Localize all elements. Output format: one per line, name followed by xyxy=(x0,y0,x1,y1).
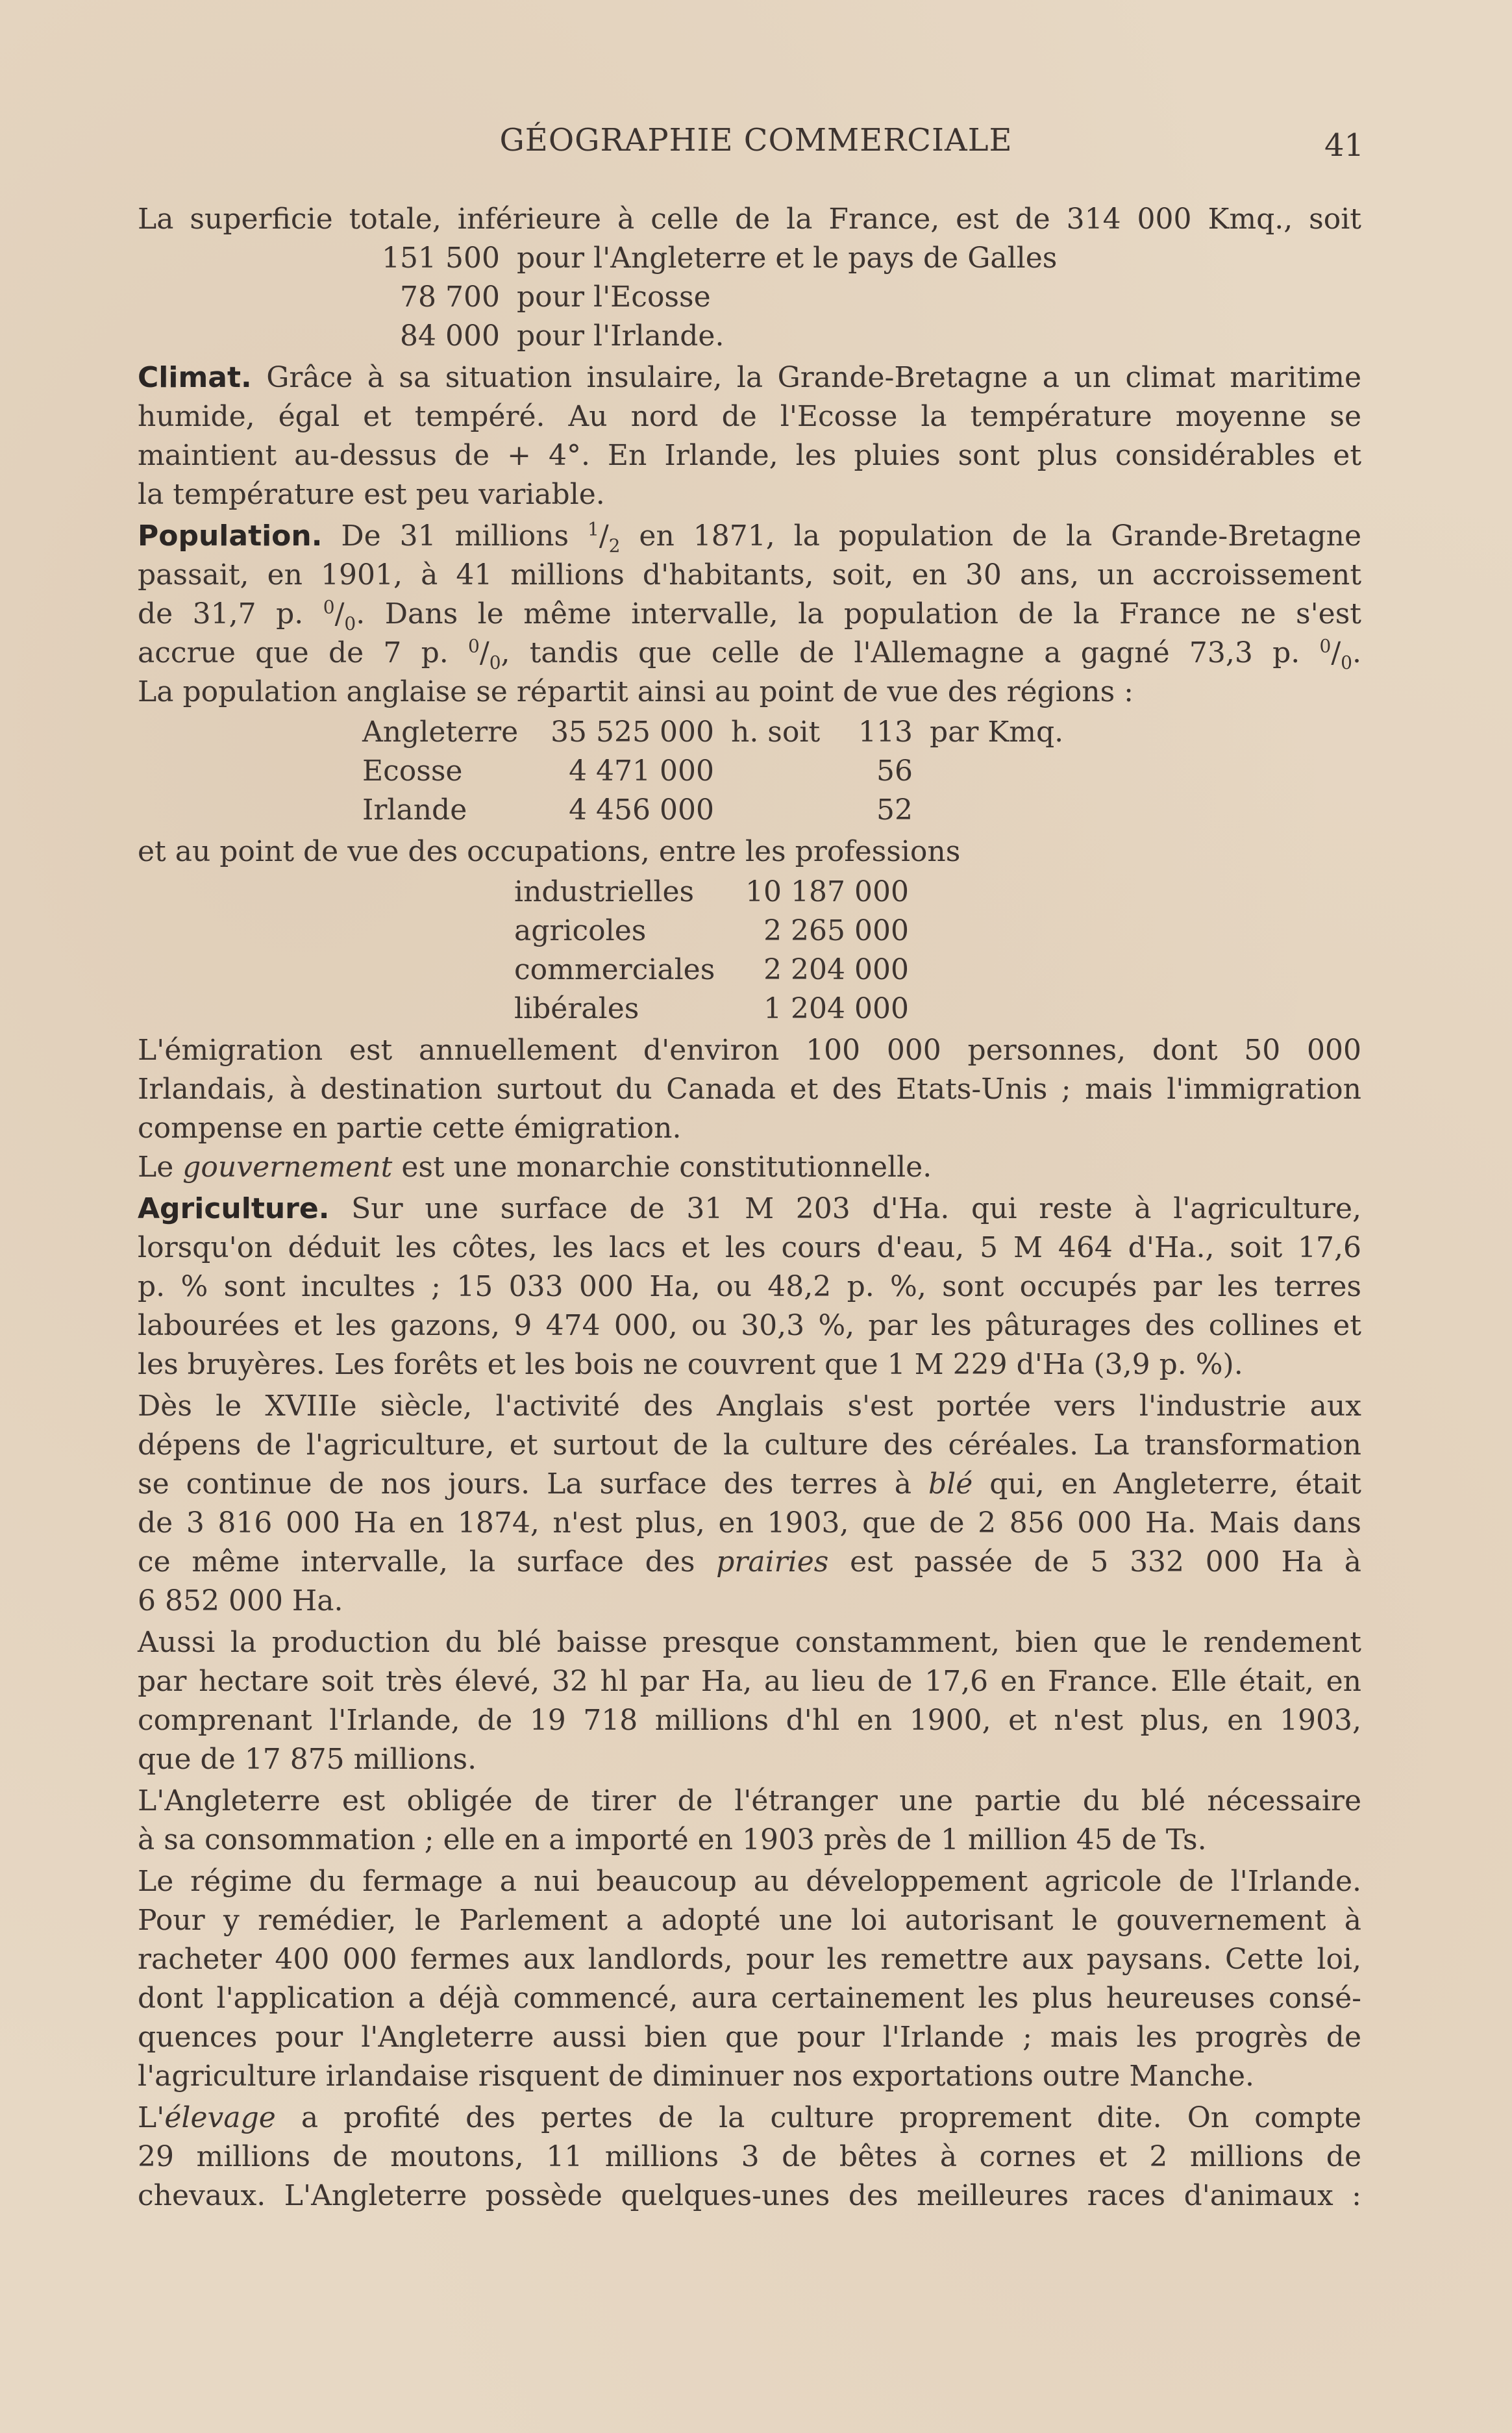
occupation-name: agricoles xyxy=(514,914,647,947)
occupation-value: 10 187 000 xyxy=(745,875,909,908)
agriculture-line: 29 millions de moutons, 11 millions 3 de bêtes à cornes et 2 millions de xyxy=(138,2140,1361,2173)
region-name: Ecosse xyxy=(362,755,463,788)
agriculture-line: les bruyères. Les forêts et les bois ne couvrent que 1 M 229 d'Ha (3,9 p. %). xyxy=(138,1348,1243,1381)
superficie-label: pour l'Irlande. xyxy=(517,319,725,353)
region-name: Angleterre xyxy=(362,716,519,749)
climat-line: la température est peu variable. xyxy=(138,478,605,511)
region-name: Irlande xyxy=(362,793,467,827)
emigration-line: Irlandais, à destination surtout du Canada et des Etats-Unis ; mais l'immigration xyxy=(138,1073,1361,1106)
running-title: GÉOGRAPHIE COMMERCIALE xyxy=(499,122,1013,158)
agriculture-line: racheter 400 000 fermes aux landlords, pour les remettre aux paysans. Cette loi, xyxy=(138,1943,1361,1976)
agriculture-line: que de 17 875 millions. xyxy=(138,1743,477,1776)
superficie-value: 151 500 xyxy=(382,242,500,275)
occupation-value: 1 204 000 xyxy=(763,992,909,1025)
occupation-name: commerciales xyxy=(514,953,715,986)
agriculture-line: Pour y remédier, le Parlement a adopté une loi autorisant le gouvernement à xyxy=(138,1904,1361,1937)
agriculture-line: lorsqu'on déduit les côtes, les lacs et les cours d'eau, 5 M 464 d'Ha., soit 17,6 xyxy=(138,1231,1361,1264)
agriculture-line: 6 852 000 Ha. xyxy=(138,1584,343,1617)
superficie-intro: La superficie totale, inférieure à celle de la France, est de 314 000 Kmq., soit xyxy=(138,203,1361,236)
occupation-value: 2 265 000 xyxy=(763,914,909,947)
agriculture-line: L'élevage a profité des pertes de la culture proprement dite. On compte xyxy=(138,2101,1361,2134)
region-density: 56 xyxy=(876,755,913,788)
agriculture-line: se continue de nos jours. La surface des terres à blé qui, en Angleterre, était xyxy=(138,1467,1361,1501)
agriculture-line: de 3 816 000 Ha en 1874, n'est plus, en 1903, que de 2 856 000 Ha. Mais dans xyxy=(138,1506,1361,1540)
climat-line: Climat. Grâce à sa situation insulaire, la Grande-Bretagne a un climat maritime xyxy=(138,361,1361,394)
superficie-label: pour l'Angleterre et le pays de Galles xyxy=(517,242,1058,275)
agriculture-line: Aussi la production du blé baisse presque constamment, bien que le rendement xyxy=(138,1626,1361,1659)
climat-line: humide, égal et tempéré. Au nord de l'Ecosse la température moyenne se xyxy=(138,400,1361,433)
region-density: 113 xyxy=(858,716,913,749)
occupations-intro: et au point de vue des occupations, entre les professions xyxy=(138,835,961,868)
agriculture-line: comprenant l'Irlande, de 19 718 millions d'hl en 1900, et n'est plus, en 1903, xyxy=(138,1704,1361,1737)
emigration-line: L'émigration est annuellement d'environ 100 000 personnes, dont 50 000 xyxy=(138,1034,1361,1067)
agriculture-line: dont l'application a déjà commencé, aura certainement les plus heureuses consé- xyxy=(138,1982,1361,2015)
climat-heading: Climat. xyxy=(138,361,252,394)
superficie-value: 84 000 xyxy=(400,319,500,353)
agriculture-line: Agriculture. Sur une surface de 31 M 203 d'Ha. qui reste à l'agriculture, xyxy=(138,1192,1361,1225)
superficie-value: 78 700 xyxy=(400,281,500,314)
page-number: 41 xyxy=(1324,127,1365,164)
climat-line: maintient au-dessus de + 4°. En Irlande, les pluies sont plus considérables et xyxy=(138,439,1361,472)
region-suffix: par Kmq. xyxy=(930,716,1064,749)
superficie-label: pour l'Ecosse xyxy=(517,281,711,314)
occupation-name: libérales xyxy=(514,992,639,1025)
population-line: La population anglaise se répartit ainsi au point de vue des régions : xyxy=(138,675,1134,708)
agriculture-line: l'agriculture irlandaise risquent de diminuer nos exportations outre Manche. xyxy=(138,2060,1255,2093)
region-value: 4 471 000 xyxy=(569,755,714,788)
region-value: 35 525 000 xyxy=(551,716,714,749)
agriculture-line: labourées et les gazons, 9 474 000, ou 30,3 %, par les pâturages des collines et xyxy=(138,1309,1361,1342)
population-line: Population. De 31 millions $^1/_2$ en 1871, la population de la Grande-Bretagne xyxy=(138,518,1361,556)
agriculture-line: chevaux. L'Angleterre possède quelques-unes des meilleures races d'animaux : xyxy=(138,2179,1361,2212)
population-line: passait, en 1901, à 41 millions d'habitants, soit, en 30 ans, un accroissement xyxy=(138,558,1361,592)
region-value: 4 456 000 xyxy=(569,793,714,827)
agriculture-line: à sa consommation ; elle en a importé en 1903 près de 1 million 45 de Ts. xyxy=(138,1823,1207,1856)
occupation-name: industrielles xyxy=(514,875,695,908)
gouvernement-line: Le gouvernement est une monarchie constitutionnelle. xyxy=(138,1151,932,1184)
agriculture-heading: Agriculture. xyxy=(138,1192,330,1225)
occupation-value: 2 204 000 xyxy=(763,953,909,986)
population-line: accrue que de 7 p. $^0/_0$, tandis que celle de l'Allemagne a gagné 73,3 p. $^0/_0$. xyxy=(138,635,1361,673)
population-heading: Population. xyxy=(138,519,323,553)
agriculture-line: quences pour l'Angleterre aussi bien que pour l'Irlande ; mais les progrès de xyxy=(138,2021,1361,2054)
agriculture-line: p. % sont incultes ; 15 033 000 Ha, ou 48,2 p. %, sont occupés par les terres xyxy=(138,1270,1361,1303)
agriculture-line: ce même intervalle, la surface des prairies est passée de 5 332 000 Ha à xyxy=(138,1545,1361,1578)
population-line: de 31,7 p. $^0/_0$. Dans le même intervalle, la population de la France ne s'est xyxy=(138,596,1361,634)
emigration-line: compense en partie cette émigration. xyxy=(138,1112,682,1145)
agriculture-line: Le régime du fermage a nui beaucoup au développement agricole de l'Irlande. xyxy=(138,1865,1361,1898)
agriculture-line: par hectare soit très élevé, 32 hl par Ha, au lieu de 17,6 en France. Elle était, en xyxy=(138,1665,1361,1698)
region-unit: h. soit xyxy=(731,716,821,749)
agriculture-line: dépens de l'agriculture, et surtout de la culture des céréales. La transformation xyxy=(138,1429,1361,1462)
agriculture-line: L'Angleterre est obligée de tirer de l'étranger une partie du blé nécessaire xyxy=(138,1784,1361,1817)
region-density: 52 xyxy=(876,793,913,827)
agriculture-line: Dès le XVIIIe siècle, l'activité des Anglais s'est portée vers l'industrie aux xyxy=(138,1390,1361,1423)
